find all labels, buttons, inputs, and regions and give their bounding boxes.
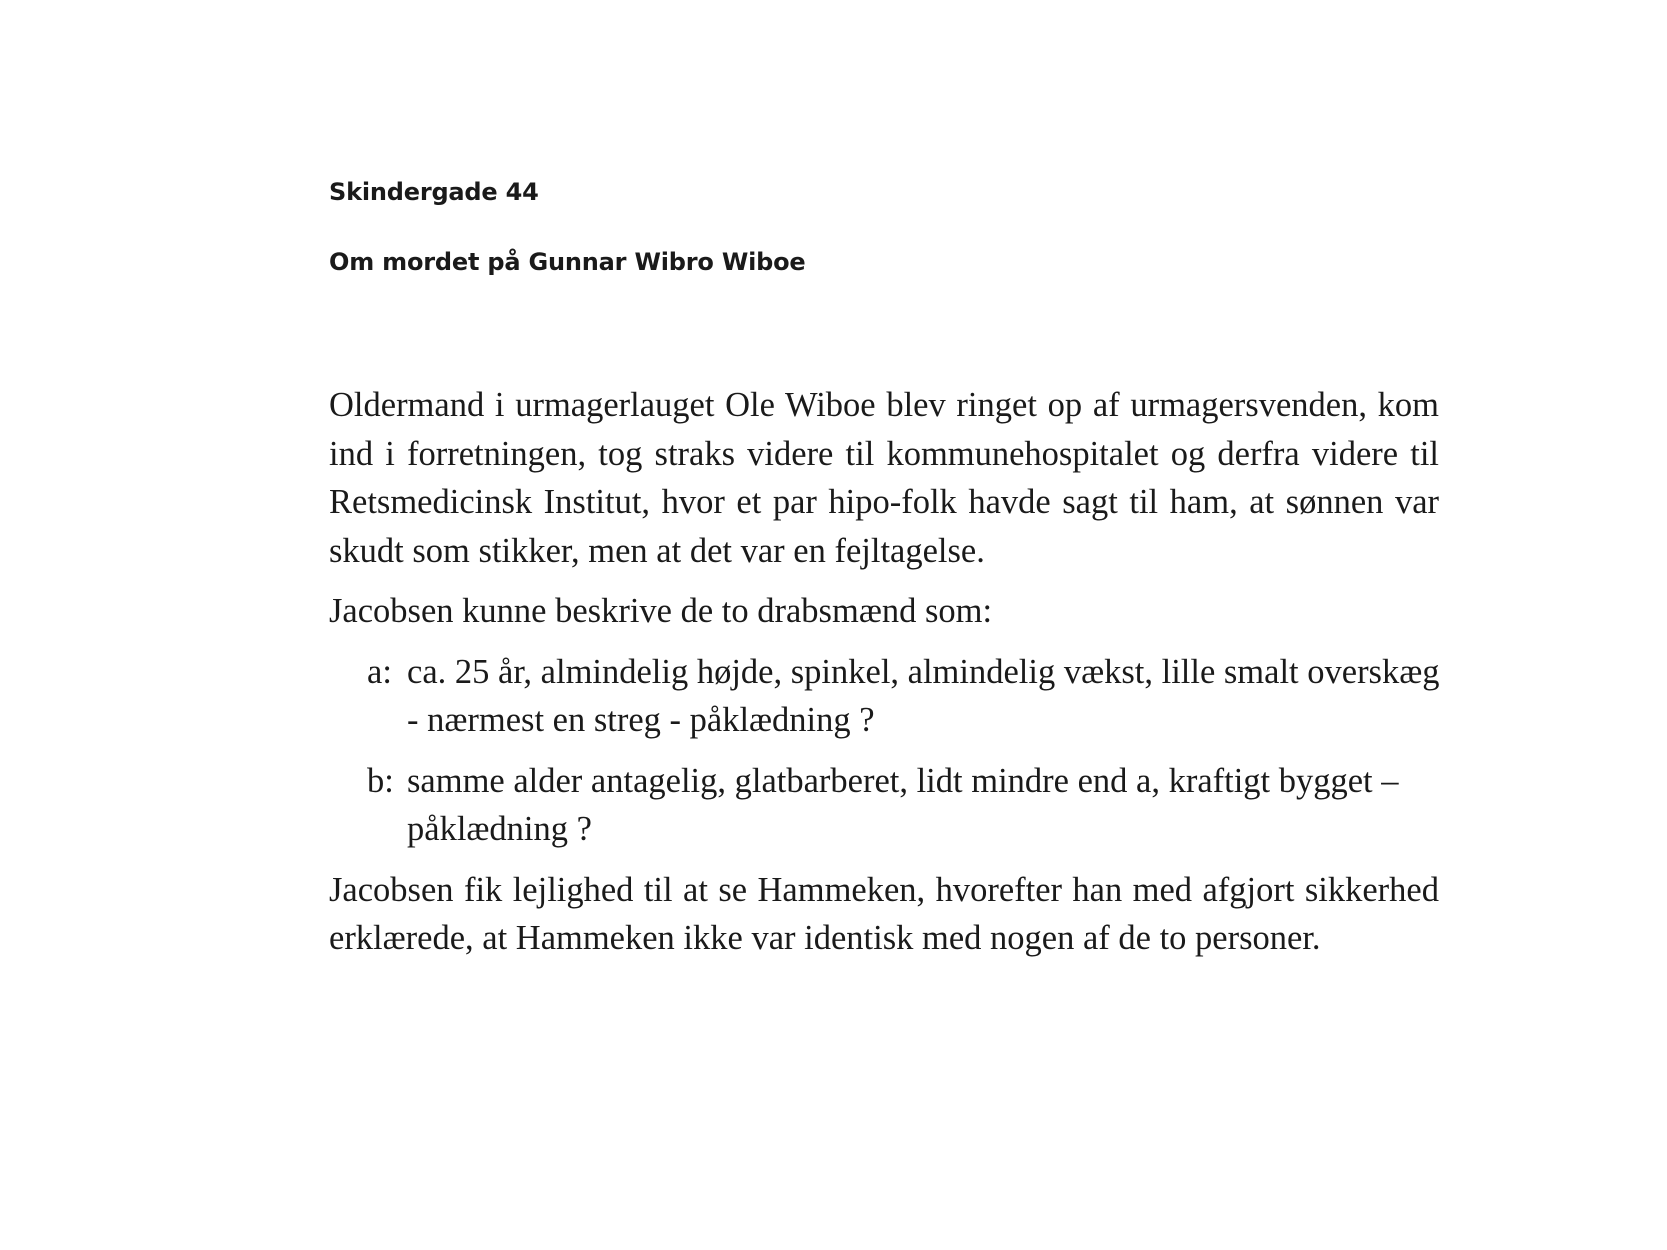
chapter-title: Om mordet på Gunnar Wibro Wiboe xyxy=(329,248,806,276)
description-list xyxy=(329,648,1439,854)
list-item-a xyxy=(329,648,1442,745)
list-item-text: ca. 25 år, almindelig højde, spinkel, almindelig vækst, lille smalt overskæg - nærmest en streg - påklædning ? xyxy=(407,652,1440,739)
paragraph-2: Jacobsen kunne beskrive de to drabsmænd som: xyxy=(329,592,993,630)
list-item-b xyxy=(329,757,1442,854)
list-marker: a: xyxy=(367,652,392,691)
list-item-text: samme alder antagelig, glatbarberet, lidt mindre end a, kraftigt bygget – påklædning ? xyxy=(407,761,1399,848)
document-page xyxy=(329,176,1439,963)
paragraph-3: Jacobsen fik lejlighed til at se Hammeken, hvorefter han med afgjort sikkerhed erklærede, at Hammeken ikke var identisk med nogen af de to personer. xyxy=(329,870,1439,957)
list-marker: b: xyxy=(367,761,394,800)
paragraph-1: Oldermand i urmagerlauget Ole Wiboe blev ringet op af urmagersvenden, kom ind i forretningen, tog straks videre til kommunehospitalet og derfra videre til Retsmedicinsk Institut, hvor et par hipo-folk havde sagt til ham, at sønnen var skudt som stikker, men at det var en fejltagelse. xyxy=(329,386,1439,570)
running-head: Skindergade 44 xyxy=(329,178,539,206)
body-text xyxy=(329,381,1439,963)
